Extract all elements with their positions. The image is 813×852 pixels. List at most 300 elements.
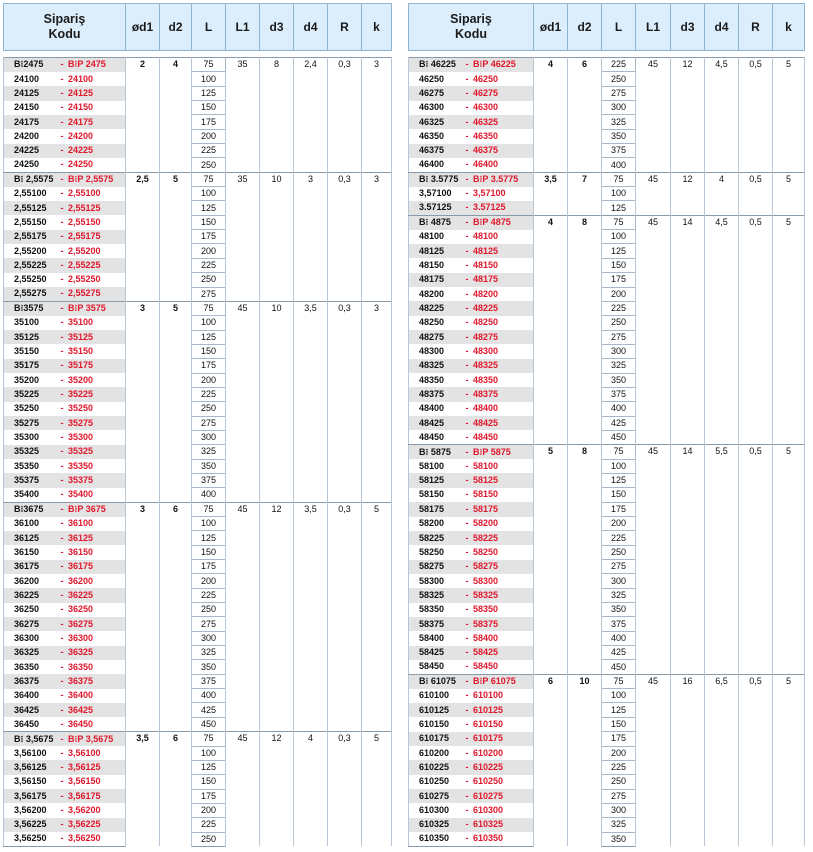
order-code-cell (409, 58, 534, 72)
code-b: 3,56175 (14, 790, 47, 801)
code-bp: 610325 (473, 819, 504, 830)
order-code-cell (409, 101, 534, 115)
code-separator: - (60, 403, 64, 414)
order-code-cell (4, 101, 126, 115)
length-L: 125 (192, 531, 226, 545)
code-b: 35125 (14, 331, 40, 342)
spec-L1: 35 (226, 172, 260, 301)
code-bp: B⁝P 5875 (473, 446, 511, 457)
code-b: 36375 (14, 675, 40, 686)
length-L: 75 (602, 172, 636, 186)
code-b: B⁝ 5875 (419, 446, 451, 457)
code-bp: 35300 (68, 432, 94, 443)
spec-d2: 5 (160, 172, 192, 301)
code-b: 610100 (419, 690, 450, 701)
code-b: 2,55275 (14, 288, 47, 299)
header-L1: L1 (636, 4, 671, 51)
length-L: 400 (192, 488, 226, 502)
header-d2: d2 (160, 4, 192, 51)
spec-L1: 45 (636, 445, 671, 675)
code-bp: 35350 (68, 460, 94, 471)
order-code-cell (409, 818, 534, 832)
code-b: 48175 (419, 274, 445, 285)
code-bp: 58200 (473, 518, 499, 529)
spec-L1: 45 (226, 502, 260, 732)
code-separator: - (465, 446, 469, 457)
code-b: 48425 (419, 417, 445, 428)
order-code-cell (4, 574, 126, 588)
code-bp: 58225 (473, 532, 499, 543)
length-L: 200 (192, 574, 226, 588)
code-b: 3,56150 (14, 776, 47, 787)
code-bp: 46375 (473, 145, 499, 156)
spec-d2: 6 (568, 58, 602, 173)
code-bp: 610150 (473, 718, 504, 729)
order-code-cell (409, 172, 534, 186)
code-separator: - (60, 216, 64, 227)
code-separator: - (465, 718, 469, 729)
code-bp: 35375 (68, 475, 94, 486)
code-b: 610175 (419, 733, 450, 744)
code-bp: 610200 (473, 747, 504, 758)
order-code-cell (409, 789, 534, 803)
length-L: 225 (602, 58, 636, 72)
code-separator: - (465, 805, 469, 816)
code-bp: 610350 (473, 833, 504, 844)
code-b: 610300 (419, 805, 450, 816)
code-separator: - (465, 159, 469, 170)
code-b: 46350 (419, 130, 445, 141)
spec-R: 0,3 (328, 502, 362, 732)
code-b: 36200 (14, 575, 40, 586)
code-bp: 35250 (68, 403, 94, 414)
spec-k: 5 (362, 732, 392, 847)
order-code-cell (409, 430, 534, 444)
code-bp: 58300 (473, 575, 499, 586)
order-code-cell (409, 531, 534, 545)
code-b: 36325 (14, 647, 40, 658)
code-separator: - (60, 317, 64, 328)
spec-k: 5 (773, 445, 805, 675)
length-L: 300 (192, 631, 226, 645)
code-b: 58325 (419, 589, 445, 600)
code-separator: - (60, 87, 64, 98)
code-separator: - (60, 704, 64, 715)
code-bp: 24125 (68, 87, 94, 98)
spec-k: 5 (773, 172, 805, 215)
length-L: 75 (602, 674, 636, 688)
code-bp: 2,55200 (68, 245, 101, 256)
spec-L1: 45 (636, 674, 671, 846)
order-code-cell (409, 803, 534, 817)
length-L: 300 (602, 803, 636, 817)
code-b: 48400 (419, 403, 445, 414)
code-separator: - (465, 303, 469, 314)
spec-d1: 6 (534, 674, 568, 846)
code-bp: 58150 (473, 489, 499, 500)
code-bp: 35200 (68, 374, 94, 385)
order-code-cell (4, 459, 126, 473)
code-separator: - (60, 532, 64, 543)
code-separator: - (465, 661, 469, 672)
order-code-cell (4, 273, 126, 287)
code-separator: - (60, 231, 64, 242)
code-b: 58200 (419, 518, 445, 529)
length-L: 75 (192, 301, 226, 315)
code-separator: - (60, 360, 64, 371)
order-code-cell (4, 344, 126, 358)
length-L: 350 (602, 129, 636, 143)
length-L: 100 (192, 746, 226, 760)
length-L: 425 (602, 416, 636, 430)
code-b: 36275 (14, 618, 40, 629)
order-code-cell (409, 287, 534, 301)
code-separator: - (60, 819, 64, 830)
length-L: 100 (602, 459, 636, 473)
length-L: 400 (602, 158, 636, 172)
spec-k: 5 (773, 215, 805, 445)
order-code-cell (4, 746, 126, 760)
length-L: 400 (602, 402, 636, 416)
code-b: 48450 (419, 431, 445, 442)
code-separator: - (465, 589, 469, 600)
length-L: 175 (192, 230, 226, 244)
code-separator: - (60, 174, 64, 185)
length-L: 375 (602, 144, 636, 158)
code-bp: 2,55125 (68, 202, 101, 213)
header-R: R (739, 4, 773, 51)
code-bp: 58125 (473, 475, 499, 486)
code-separator: - (60, 805, 64, 816)
code-b: 35300 (14, 432, 40, 443)
code-bp: 36100 (68, 518, 94, 529)
order-code-cell (409, 488, 534, 502)
length-L: 275 (602, 560, 636, 574)
code-b: 58400 (419, 632, 445, 643)
spec-d4: 3,5 (294, 301, 328, 502)
order-code-cell (4, 818, 126, 832)
order-code-cell (4, 416, 126, 430)
length-L: 75 (602, 215, 636, 229)
code-bp: B⁝P 3575 (68, 303, 106, 314)
length-L: 150 (602, 258, 636, 272)
code-b: 48150 (419, 259, 445, 270)
code-separator: - (465, 73, 469, 84)
code-separator: - (465, 417, 469, 428)
code-separator: - (465, 130, 469, 141)
length-L: 150 (192, 344, 226, 358)
code-bp: 24250 (68, 159, 94, 170)
code-b: 58450 (419, 661, 445, 672)
code-separator: - (60, 460, 64, 471)
order-code-cell (409, 560, 534, 574)
code-bp: 610250 (473, 776, 504, 787)
order-code-cell (409, 574, 534, 588)
order-code-cell (4, 201, 126, 215)
code-bp: 35175 (68, 360, 94, 371)
order-code-cell (409, 373, 534, 387)
order-code-cell (409, 187, 534, 201)
header-L: L (602, 4, 636, 51)
spec-k: 3 (362, 172, 392, 301)
code-bp: 3,56175 (68, 790, 101, 801)
table-row (409, 58, 805, 72)
code-separator: - (465, 733, 469, 744)
length-L: 200 (602, 287, 636, 301)
code-bp: 46250 (473, 73, 499, 84)
order-code-cell (409, 746, 534, 760)
code-bp: 58100 (473, 460, 499, 471)
length-L: 125 (192, 330, 226, 344)
length-L: 100 (602, 689, 636, 703)
length-L: 325 (602, 588, 636, 602)
length-L: 200 (602, 746, 636, 760)
length-L: 200 (192, 373, 226, 387)
code-separator: - (60, 446, 64, 457)
code-separator: - (60, 776, 64, 787)
order-code-cell (409, 775, 534, 789)
header-d3: d3 (671, 4, 705, 51)
length-L: 225 (602, 301, 636, 315)
code-b: 36450 (14, 718, 40, 729)
length-L: 275 (602, 789, 636, 803)
length-L: 75 (192, 172, 226, 186)
spec-k: 5 (773, 58, 805, 173)
code-bp: B⁝P 3675 (68, 504, 106, 515)
order-code-cell (4, 430, 126, 444)
code-separator: - (465, 704, 469, 715)
code-b: 48100 (419, 231, 445, 242)
order-code-cell (4, 330, 126, 344)
length-L: 75 (192, 732, 226, 746)
length-L: 250 (192, 832, 226, 846)
length-L: 150 (602, 717, 636, 731)
code-b: 610350 (419, 833, 450, 844)
code-separator: - (60, 647, 64, 658)
order-code-cell (409, 72, 534, 86)
spec-R: 0,3 (328, 58, 362, 173)
code-separator: - (465, 833, 469, 844)
order-code-cell (409, 301, 534, 315)
header-R: R (328, 4, 362, 51)
code-separator: - (465, 374, 469, 385)
length-L: 275 (192, 287, 226, 301)
code-bp: 48325 (473, 360, 499, 371)
code-bp: B⁝P 46225 (473, 59, 516, 70)
order-code-cell (409, 502, 534, 516)
code-b: 3,56225 (14, 819, 47, 830)
length-L: 450 (602, 660, 636, 674)
header-L1: L1 (226, 4, 260, 51)
code-bp: B⁝P 3,5675 (68, 733, 114, 744)
code-bp: 48375 (473, 389, 499, 400)
length-L: 125 (192, 760, 226, 774)
code-bp: 2,55275 (68, 288, 101, 299)
code-separator: - (60, 331, 64, 342)
code-b: 35375 (14, 475, 40, 486)
code-bp: 36175 (68, 561, 94, 572)
code-bp: 35100 (68, 317, 94, 328)
code-b: 46300 (419, 102, 445, 113)
code-separator: - (60, 675, 64, 686)
order-code-cell (4, 115, 126, 129)
code-bp: 2,55250 (68, 274, 101, 285)
length-L: 225 (192, 144, 226, 158)
code-separator: - (465, 475, 469, 486)
order-code-cell (4, 215, 126, 229)
code-separator: - (465, 546, 469, 557)
order-code-cell (4, 732, 126, 746)
code-bp: 48225 (473, 303, 499, 314)
order-code-cell (409, 158, 534, 172)
code-b: 48375 (419, 389, 445, 400)
order-code-cell (4, 244, 126, 258)
length-L: 200 (192, 244, 226, 258)
order-code-cell (4, 230, 126, 244)
code-bp: 610225 (473, 762, 504, 773)
code-separator: - (60, 762, 64, 773)
order-code-cell (409, 258, 534, 272)
code-b: 35100 (14, 317, 40, 328)
code-separator: - (465, 561, 469, 572)
code-b: 24250 (14, 159, 40, 170)
code-separator: - (465, 632, 469, 643)
code-bp: 24200 (68, 130, 94, 141)
header-row (4, 4, 392, 51)
spec-d1: 3,5 (534, 172, 568, 215)
length-L: 100 (192, 187, 226, 201)
code-b: 46400 (419, 159, 445, 170)
spec-R: 0,5 (739, 445, 773, 675)
order-code-cell (4, 502, 126, 516)
order-code-cell (4, 172, 126, 186)
order-code-cell (4, 473, 126, 487)
code-separator: - (60, 73, 64, 84)
spec-d2: 6 (160, 502, 192, 732)
length-L: 225 (602, 531, 636, 545)
code-separator: - (465, 647, 469, 658)
order-code-cell (4, 617, 126, 631)
code-separator: - (465, 776, 469, 787)
order-code-cell (4, 158, 126, 172)
code-bp: 35225 (68, 389, 94, 400)
code-bp: 2,55225 (68, 259, 101, 270)
code-b: 36175 (14, 561, 40, 572)
code-separator: - (465, 819, 469, 830)
length-L: 175 (192, 115, 226, 129)
header-d4: d4 (294, 4, 328, 51)
code-bp: 58425 (473, 647, 499, 658)
spec-d2: 7 (568, 172, 602, 215)
length-L: 250 (602, 72, 636, 86)
code-separator: - (465, 87, 469, 98)
code-b: 3.57125 (419, 202, 452, 213)
order-code-cell (4, 660, 126, 674)
length-L: 150 (192, 545, 226, 559)
code-separator: - (60, 303, 64, 314)
header-d4: d4 (705, 4, 739, 51)
code-separator: - (465, 575, 469, 586)
order-code-cell (4, 187, 126, 201)
code-bp: 610125 (473, 704, 504, 715)
length-L: 375 (602, 617, 636, 631)
table-row (409, 674, 805, 688)
spec-d4: 6,5 (705, 674, 739, 846)
spec-d4: 5,5 (705, 445, 739, 675)
code-separator: - (60, 504, 64, 515)
spec-d2: 8 (568, 215, 602, 445)
table-row (4, 301, 392, 315)
spec-d3: 14 (671, 445, 705, 675)
length-L: 300 (192, 430, 226, 444)
length-L: 300 (602, 344, 636, 358)
code-b: 35200 (14, 374, 40, 385)
order-code-cell (4, 717, 126, 731)
code-bp: 36350 (68, 661, 94, 672)
code-bp: 46350 (473, 130, 499, 141)
spec-k: 3 (362, 58, 392, 173)
code-b: 36150 (14, 546, 40, 557)
code-bp: 36450 (68, 718, 94, 729)
code-separator: - (60, 661, 64, 672)
code-separator: - (60, 475, 64, 486)
order-code-cell (409, 674, 534, 688)
code-b: 610325 (419, 819, 450, 830)
length-L: 100 (602, 230, 636, 244)
table-row (409, 215, 805, 229)
code-separator: - (60, 159, 64, 170)
code-separator: - (465, 188, 469, 199)
order-code-cell (4, 674, 126, 688)
length-L: 175 (602, 273, 636, 287)
code-bp: 36275 (68, 618, 94, 629)
order-code-cell (409, 445, 534, 459)
code-b: 48300 (419, 346, 445, 357)
code-separator: - (60, 417, 64, 428)
code-bp: 48450 (473, 431, 499, 442)
header-d1: ød1 (534, 4, 568, 51)
code-separator: - (465, 59, 469, 70)
code-b: 48125 (419, 245, 445, 256)
order-code-cell (4, 287, 126, 301)
code-bp: 24150 (68, 102, 94, 113)
spec-d1: 3,5 (126, 732, 160, 847)
code-b: 48325 (419, 360, 445, 371)
length-L: 375 (192, 473, 226, 487)
spec-k: 5 (362, 502, 392, 732)
order-code-cell (409, 344, 534, 358)
code-bp: 610300 (473, 805, 504, 816)
code-separator: - (465, 431, 469, 442)
code-separator: - (60, 733, 64, 744)
header-kodu-line1: Sipariş (43, 12, 86, 26)
length-L: 450 (602, 430, 636, 444)
length-L: 275 (602, 330, 636, 344)
code-bp: 58375 (473, 618, 499, 629)
code-separator: - (465, 532, 469, 543)
length-L: 300 (602, 574, 636, 588)
order-code-cell (409, 646, 534, 660)
code-bp: 36225 (68, 589, 94, 600)
code-b: 2,55225 (14, 259, 47, 270)
code-b: 2,55250 (14, 274, 47, 285)
order-code-cell (4, 832, 126, 846)
code-bp: 48175 (473, 274, 499, 285)
order-code-cell (4, 531, 126, 545)
code-bp: 48275 (473, 331, 499, 342)
length-L: 350 (602, 373, 636, 387)
code-b: 610150 (419, 718, 450, 729)
